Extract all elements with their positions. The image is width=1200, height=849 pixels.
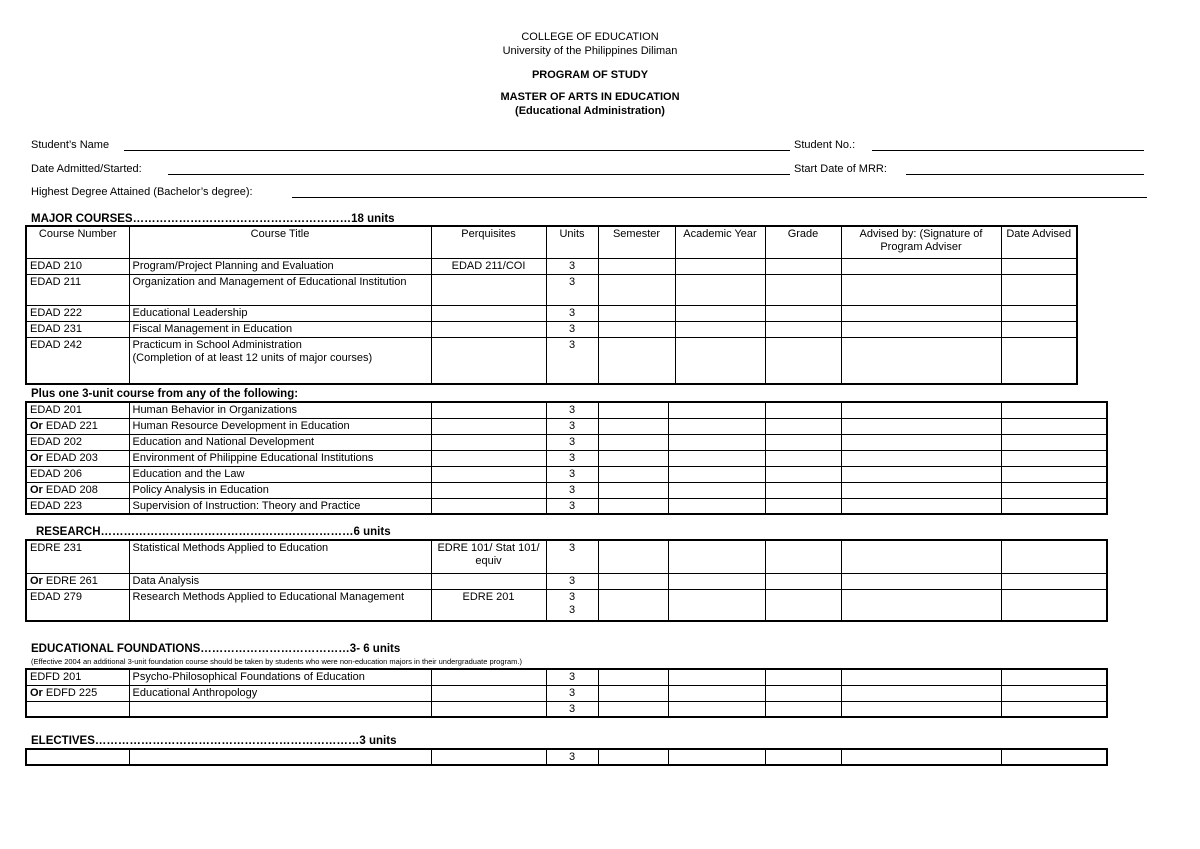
grade-cell[interactable] [765, 701, 841, 717]
course-code: EDFD 201 [30, 671, 82, 683]
col-prerequisites: Perquisites [431, 226, 546, 258]
course-number [26, 685, 129, 701]
date-cell[interactable] [1001, 498, 1107, 514]
course-code: EDAD 202 [30, 435, 82, 448]
adviser-cell[interactable] [841, 337, 1001, 384]
course-title: Education and National Development [129, 434, 431, 450]
course-units: 3 [546, 482, 598, 498]
table-row [26, 434, 1107, 450]
date-cell[interactable] [1001, 258, 1077, 274]
semester-cell[interactable] [598, 749, 668, 765]
col-grade: Grade [765, 226, 841, 258]
course-units: 3 [546, 274, 598, 305]
semester-cell[interactable] [598, 482, 668, 498]
year-cell[interactable] [675, 337, 765, 384]
course-units: 3 [546, 337, 598, 384]
course-title: Organization and Management of Educational Institution [129, 274, 431, 305]
date-cell[interactable] [1001, 669, 1107, 685]
course-title: Supervision of Instruction: Theory and Practice [129, 498, 431, 514]
semester-cell[interactable] [598, 258, 675, 274]
table-row [26, 573, 1107, 589]
course-units: 3 [546, 466, 598, 482]
prereq-cell [431, 669, 546, 685]
grade-cell[interactable] [765, 685, 841, 701]
table-row [26, 466, 1107, 482]
table-row [26, 540, 1107, 573]
course-number [26, 466, 129, 482]
course-units: 3 [546, 305, 598, 321]
adviser-cell[interactable] [841, 701, 1001, 717]
course-title: Fiscal Management in Education [129, 321, 431, 337]
date-cell[interactable] [1001, 402, 1107, 418]
semester-cell[interactable] [598, 418, 668, 434]
year-cell[interactable] [668, 589, 765, 621]
course-number [26, 573, 129, 589]
course-number [26, 434, 129, 450]
year-cell[interactable] [668, 669, 765, 685]
grade-cell[interactable] [765, 274, 841, 305]
document-title: PROGRAM OF STUDY [531, 69, 649, 81]
course-code: EDAD 279 [30, 590, 82, 603]
course-code: EDFD 225 [45, 686, 98, 699]
grade-cell[interactable] [765, 418, 841, 434]
semester-cell[interactable] [598, 337, 675, 384]
start-mrr-label: Start Date of MRR: [794, 163, 887, 175]
or-label: Or [30, 483, 43, 496]
col-advised-by: Advised by: (Signature of Program Adviser [841, 226, 1001, 258]
year-cell[interactable] [668, 482, 765, 498]
adviser-cell[interactable] [841, 573, 1001, 589]
date-cell[interactable] [1001, 305, 1077, 321]
prereq-cell [431, 498, 546, 514]
date-cell[interactable] [1001, 450, 1107, 466]
university-name: University of the Philippines Diliman [502, 45, 678, 57]
year-cell[interactable] [668, 418, 765, 434]
grade-cell[interactable] [765, 669, 841, 685]
course-units: 3 [546, 498, 598, 514]
date-cell[interactable] [1001, 701, 1107, 717]
course-units: 3 [546, 749, 598, 765]
semester-cell[interactable] [598, 589, 668, 621]
prereq-cell[interactable] [431, 701, 546, 717]
year-cell[interactable] [668, 450, 765, 466]
adviser-cell[interactable] [841, 589, 1001, 621]
adviser-cell[interactable] [841, 685, 1001, 701]
col-semester: Semester [598, 226, 675, 258]
course-prereq [431, 305, 546, 321]
course-number[interactable] [26, 701, 129, 717]
course-units: 3 [546, 685, 598, 701]
course-units: 3 [546, 701, 598, 717]
adviser-cell[interactable] [841, 321, 1001, 337]
grade-cell[interactable] [765, 466, 841, 482]
semester-cell[interactable] [598, 434, 668, 450]
course-code: EDAD 203 [45, 451, 98, 464]
course-prereq: EDRE 201 [431, 589, 546, 621]
table-row [26, 669, 1107, 685]
course-title: Research Methods Applied to Educational Management [129, 589, 431, 621]
grade-cell[interactable] [765, 450, 841, 466]
course-title: Statistical Methods Applied to Education [129, 540, 431, 573]
date-cell[interactable] [1001, 749, 1107, 765]
date-cell[interactable] [1001, 482, 1107, 498]
start-mrr-line[interactable] [906, 174, 1144, 175]
grade-cell[interactable] [765, 482, 841, 498]
table-row [26, 589, 1107, 621]
table-row [26, 274, 1077, 305]
course-units: 3 [546, 573, 598, 589]
plus-one-table [25, 401, 1108, 515]
table-row [26, 258, 1077, 274]
adviser-cell[interactable] [841, 274, 1001, 305]
date-cell[interactable] [1001, 418, 1107, 434]
course-title: Psycho-Philosophical Foundations of Education [129, 669, 431, 685]
course-code: EDRE 261 [45, 574, 98, 587]
table-header-row [26, 226, 1077, 258]
major-courses-table [25, 225, 1078, 385]
course-prereq [431, 321, 546, 337]
year-cell[interactable] [668, 573, 765, 589]
col-academic-year: Academic Year [675, 226, 765, 258]
course-title [129, 337, 431, 384]
course-code: EDAD 223 [30, 499, 82, 512]
course-number [26, 669, 129, 685]
course-prereq [431, 274, 546, 305]
col-units: Units [546, 226, 598, 258]
adviser-cell[interactable] [841, 669, 1001, 685]
date-cell[interactable] [1001, 540, 1107, 573]
prereq-cell [431, 450, 546, 466]
adviser-cell[interactable] [841, 749, 1001, 765]
table-row [26, 418, 1107, 434]
grade-cell[interactable] [765, 337, 841, 384]
prereq-cell [431, 482, 546, 498]
semester-cell[interactable] [598, 305, 675, 321]
course-code: EDAD 206 [30, 467, 82, 480]
foundations-table [25, 668, 1108, 718]
adviser-cell[interactable] [841, 434, 1001, 450]
prereq-cell [431, 402, 546, 418]
adviser-cell[interactable] [841, 450, 1001, 466]
course-code: EDRE 231 [30, 542, 82, 554]
course-title: Educational Anthropology [129, 685, 431, 701]
year-cell[interactable] [675, 274, 765, 305]
date-cell[interactable] [1001, 274, 1077, 305]
course-units [546, 589, 598, 621]
course-units: 3 [546, 434, 598, 450]
year-cell[interactable] [668, 685, 765, 701]
adviser-cell[interactable] [841, 466, 1001, 482]
table-row [26, 337, 1077, 384]
course-title: Program/Project Planning and Evaluation [129, 258, 431, 274]
adviser-cell[interactable] [841, 305, 1001, 321]
course-prereq [431, 337, 546, 384]
adviser-cell[interactable] [841, 482, 1001, 498]
grade-cell[interactable] [765, 321, 841, 337]
year-cell[interactable] [668, 402, 765, 418]
course-units: 3 [546, 402, 598, 418]
year-cell[interactable] [675, 258, 765, 274]
course-number [26, 540, 129, 573]
units-line2: 3 [568, 603, 576, 616]
course-code: EDAD 221 [45, 419, 98, 432]
semester-cell[interactable] [598, 274, 675, 305]
date-admitted-label: Date Admitted/Started: [31, 163, 142, 175]
table-row [26, 482, 1107, 498]
course-title: Human Behavior in Organizations [129, 402, 431, 418]
semester-cell[interactable] [598, 573, 668, 589]
year-cell[interactable] [668, 466, 765, 482]
prereq-cell [431, 466, 546, 482]
prereq-cell[interactable] [431, 749, 546, 765]
course-units: 3 [546, 258, 598, 274]
course-number [26, 482, 129, 498]
degree-title: MASTER OF ARTS IN EDUCATION [500, 91, 680, 103]
course-prereq: EDAD 211/COI [431, 258, 546, 274]
table-row [26, 685, 1107, 701]
course-prereq [431, 573, 546, 589]
semester-cell[interactable] [598, 685, 668, 701]
electives-table [25, 748, 1108, 766]
adviser-cell[interactable] [841, 498, 1001, 514]
course-number: EDAD 231 [26, 321, 129, 337]
course-title: Education and the Law [129, 466, 431, 482]
student-name-line[interactable] [124, 150, 790, 151]
grade-cell[interactable] [765, 589, 841, 621]
course-units: 3 [546, 669, 598, 685]
semester-cell[interactable] [598, 450, 668, 466]
course-number [26, 418, 129, 434]
highest-degree-line[interactable] [292, 197, 1147, 198]
date-admitted-line[interactable] [168, 174, 790, 175]
course-title-line1: Practicum in School Administration [132, 338, 302, 351]
date-cell[interactable] [1001, 337, 1077, 384]
course-number [26, 589, 129, 621]
adviser-cell[interactable] [841, 402, 1001, 418]
semester-cell[interactable] [598, 669, 668, 685]
plus-one-heading: Plus one 3-unit course from any of the following: [31, 388, 299, 400]
course-code: EDAD 201 [30, 404, 82, 416]
student-no-line[interactable] [872, 150, 1144, 151]
electives-heading: ELECTIVES……………………………………………………………3 units [31, 735, 397, 747]
grade-cell[interactable] [765, 434, 841, 450]
semester-cell[interactable] [598, 540, 668, 573]
foundations-note: (Effective 2004 an additional 3-unit foundation course should be taken by students who were non-education majors in their undergraduate program.) [31, 657, 523, 666]
year-cell[interactable] [668, 498, 765, 514]
col-course-number: Course Number [26, 226, 129, 258]
foundations-heading: EDUCATIONAL FOUNDATIONS…………………………………3- 6 units [31, 643, 401, 655]
year-cell[interactable] [675, 321, 765, 337]
or-label: Or [30, 574, 43, 587]
or-label: Or [30, 451, 43, 464]
adviser-cell[interactable] [841, 540, 1001, 573]
specialization-title: (Educational Administration) [515, 105, 665, 117]
grade-cell[interactable] [765, 305, 841, 321]
semester-cell[interactable] [598, 701, 668, 717]
date-cell[interactable] [1001, 466, 1107, 482]
date-cell[interactable] [1001, 434, 1107, 450]
course-number: EDAD 211 [26, 274, 129, 305]
year-cell[interactable] [668, 749, 765, 765]
course-code: EDAD 208 [45, 483, 98, 496]
course-number: EDAD 222 [26, 305, 129, 321]
grade-cell[interactable] [765, 749, 841, 765]
course-title: Environment of Philippine Educational Institutions [129, 450, 431, 466]
course-number [26, 402, 129, 418]
grade-cell[interactable] [765, 258, 841, 274]
course-number: EDAD 242 [26, 337, 129, 384]
course-number: EDAD 210 [26, 258, 129, 274]
table-row [26, 749, 1107, 765]
adviser-cell[interactable] [841, 418, 1001, 434]
course-number[interactable] [26, 749, 129, 765]
prereq-cell [431, 685, 546, 701]
year-cell[interactable] [668, 701, 765, 717]
table-row [26, 305, 1077, 321]
student-no-label: Student No.: [794, 139, 856, 151]
table-row [26, 701, 1107, 717]
course-number [26, 450, 129, 466]
year-cell[interactable] [668, 540, 765, 573]
year-cell[interactable] [675, 305, 765, 321]
course-title[interactable] [129, 701, 431, 717]
major-courses-heading: MAJOR COURSES…………………………………………………18 units [31, 213, 395, 225]
grade-cell[interactable] [765, 540, 841, 573]
date-cell[interactable] [1001, 321, 1077, 337]
semester-cell[interactable] [598, 466, 668, 482]
date-cell[interactable] [1001, 589, 1107, 621]
year-cell[interactable] [668, 434, 765, 450]
course-title: Human Resource Development in Education [129, 418, 431, 434]
adviser-cell[interactable] [841, 258, 1001, 274]
date-cell[interactable] [1001, 573, 1107, 589]
semester-cell[interactable] [598, 498, 668, 514]
course-title: Educational Leadership [129, 305, 431, 321]
prereq-cell [431, 418, 546, 434]
date-cell[interactable] [1001, 685, 1107, 701]
units-line1: 3 [568, 590, 576, 603]
course-title: Policy Analysis in Education [129, 482, 431, 498]
course-prereq: EDRE 101/ Stat 101/ equiv [431, 540, 546, 573]
course-number [26, 498, 129, 514]
grade-cell[interactable] [765, 498, 841, 514]
course-title[interactable] [129, 749, 431, 765]
research-table [25, 539, 1108, 622]
semester-cell[interactable] [598, 321, 675, 337]
col-course-title: Course Title [129, 226, 431, 258]
col-date-advised: Date Advised [1001, 226, 1077, 258]
table-row [26, 498, 1107, 514]
research-heading: RESEARCH…………………………………………………………6 units [36, 526, 391, 538]
course-title: Data Analysis [129, 573, 431, 589]
highest-degree-label: Highest Degree Attained (Bachelor’s degree): [31, 186, 253, 198]
prereq-cell [431, 434, 546, 450]
or-label: Or [30, 419, 43, 432]
course-units: 3 [546, 450, 598, 466]
or-label: Or [30, 686, 43, 699]
table-row [26, 321, 1077, 337]
course-units: 3 [546, 321, 598, 337]
course-units: 3 [546, 540, 598, 573]
student-name-label: Student’s Name [31, 139, 110, 151]
table-row [26, 402, 1107, 418]
semester-cell[interactable] [598, 402, 668, 418]
grade-cell[interactable] [765, 573, 841, 589]
grade-cell[interactable] [765, 402, 841, 418]
college-name: COLLEGE OF EDUCATION [521, 31, 659, 43]
course-units: 3 [546, 418, 598, 434]
table-row [26, 450, 1107, 466]
course-title-line2: (Completion of at least 12 units of major courses) [132, 351, 373, 364]
